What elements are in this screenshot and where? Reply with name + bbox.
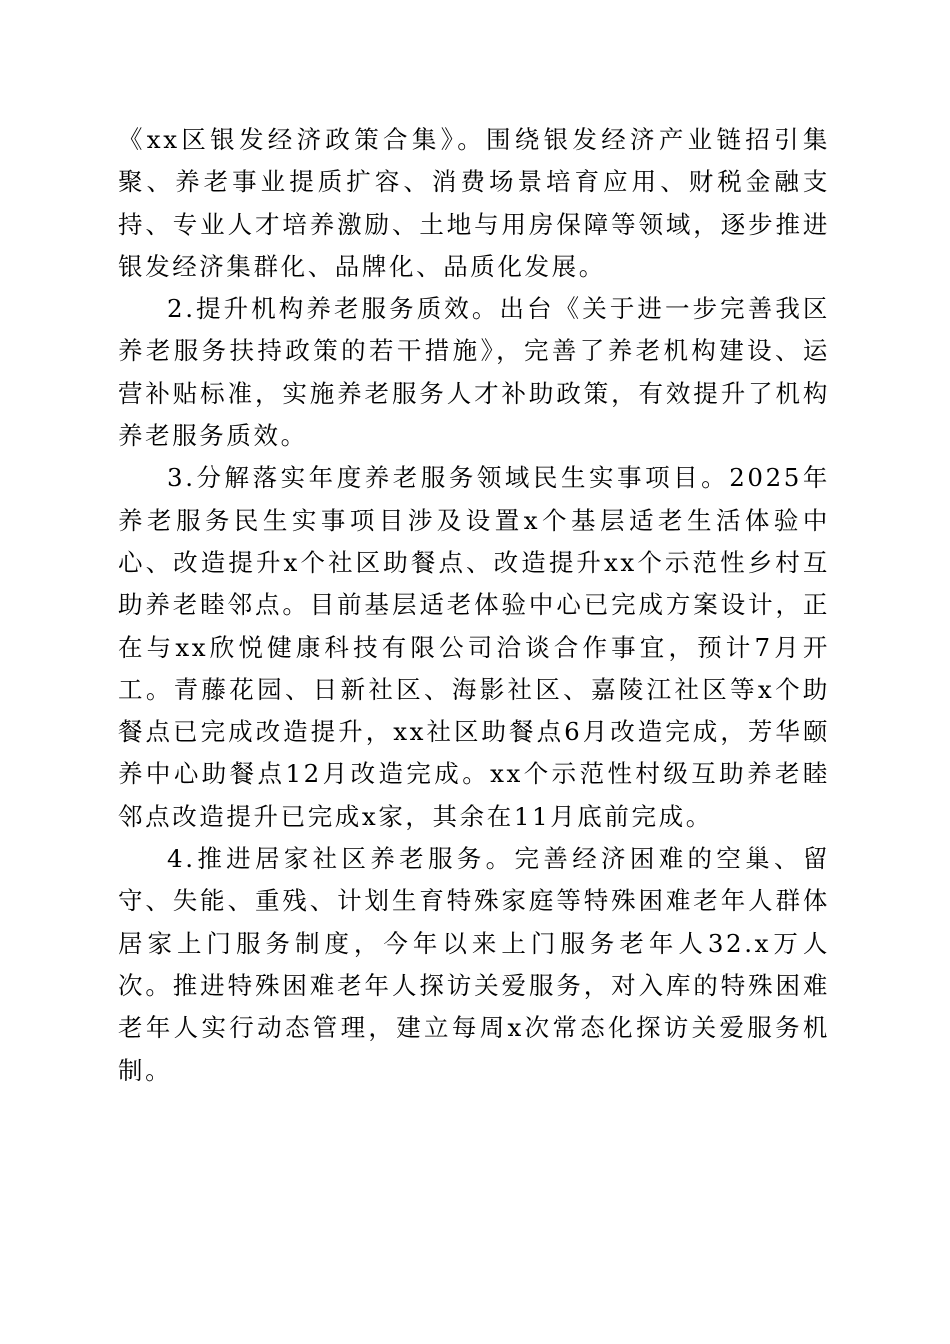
- paragraph-item-4: 4.推进居家社区养老服务。完善经济困难的空巢、留守、失能、重残、计划生育特殊家庭等特殊困难老年人群体居家上门服务制度，今年以来上门服务老年人32.x万人次。推进特殊困难老年人探访关爱服务，对入库的特殊困难老年人实行动态管理，建立每周x次常态化探访关爱服务机制。: [118, 844, 830, 1085]
- paragraph-item-2: 2.提升机构养老服务质效。出台《关于进一步完善我区养老服务扶持政策的若干措施》，完善了养老机构建设、运营补贴标准，实施养老服务人才补助政策，有效提升了机构养老服务质效。: [118, 294, 830, 451]
- paragraph-item-3: 3.分解落实年度养老服务领域民生实事项目。2025年养老服务民生实事项目涉及设置x个基层适老生活体验中心、改造提升x个社区助餐点、改造提升xx个示范性乡村互助养老睦邻点。目前基层适老体验中心已完成方案设计，正在与xx欣悦健康科技有限公司洽谈合作事宜，预计7月开工。青藤花园、日新社区、海影社区、嘉陵江社区等x个助餐点已完成改造提升，xx社区助餐点6月改造完成，芳华颐养中心助餐点12月改造完成。xx个示范性村级互助养老睦邻点改造提升已完成x家，其余在11月底前完成。: [118, 463, 830, 831]
- paragraph-policy-collection: 《xx区银发经济政策合集》。围绕银发经济产业链招引集聚、养老事业提质扩容、消费场景培育应用、财税金融支持、专业人才培养激励、土地与用房保障等领域，逐步推进银发经济集群化、品牌化、品质化发展。: [118, 125, 830, 281]
- document-page: [118, 119, 830, 1092]
